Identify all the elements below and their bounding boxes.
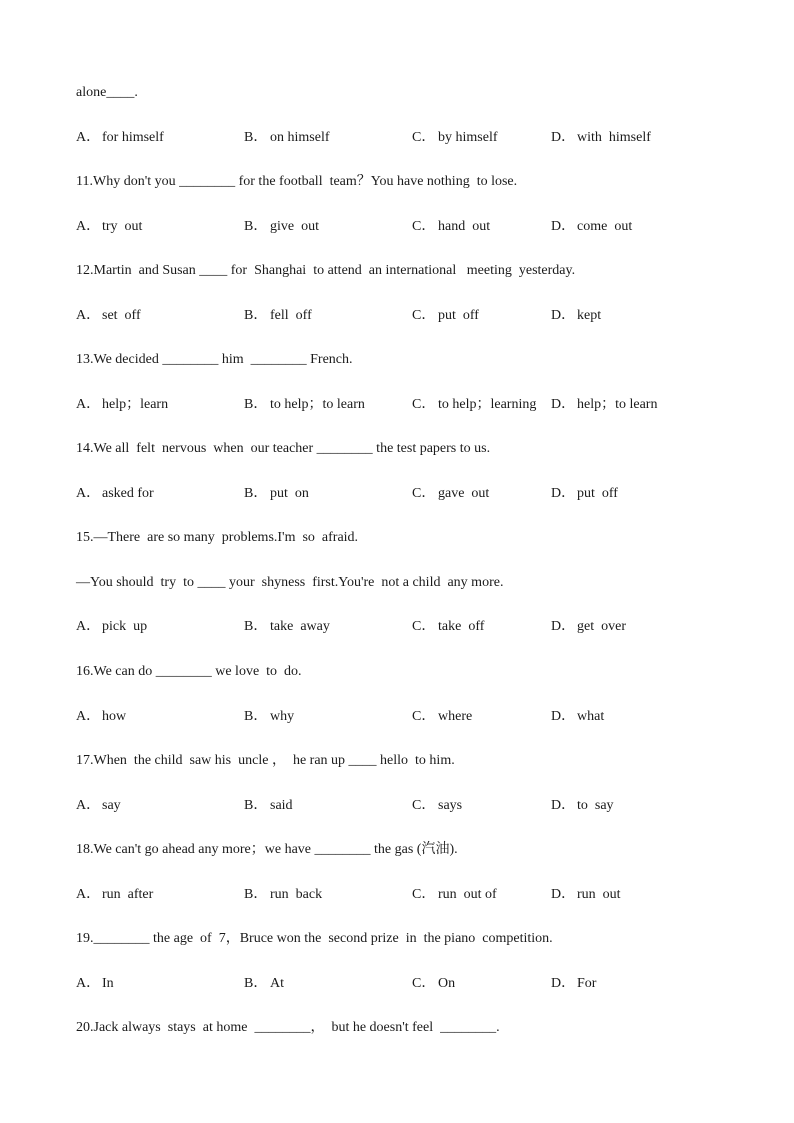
option-text: help；to learn [577, 397, 658, 412]
option-letter: D． [551, 130, 576, 145]
option-letter: A． [76, 798, 101, 813]
option-letter: D． [551, 219, 576, 234]
option-text: on himself [270, 130, 330, 145]
question-stem: 14.We all felt nervous when our teacher ________ the test papers to us. [76, 441, 491, 456]
option-text: run out [577, 887, 621, 902]
option-letter: A． [76, 619, 101, 634]
question-stem: 19.________ the age of 7，Bruce won the second prize in the piano competition. [76, 931, 553, 946]
option-letter: B． [244, 486, 268, 501]
option-d[interactable] [551, 129, 651, 147]
option-c[interactable] [412, 797, 462, 815]
option-letter: A． [76, 486, 101, 501]
option-text: for himself [102, 130, 164, 145]
option-a[interactable] [76, 797, 121, 815]
option-d[interactable] [551, 218, 632, 236]
option-letter: A． [76, 709, 101, 724]
option-b[interactable] [244, 708, 294, 726]
option-letter: A． [76, 130, 101, 145]
options-row [76, 975, 756, 993]
option-c[interactable] [412, 396, 536, 414]
question-stem: 17.When the child saw his uncle ， he ran up ____ hello to him. [76, 753, 455, 768]
option-letter: B． [244, 709, 268, 724]
option-letter: D． [551, 887, 576, 902]
option-letter: C． [412, 130, 436, 145]
option-text: help；learn [102, 397, 169, 412]
question-stem: alone____. [76, 85, 138, 100]
option-text: to help；to learn [270, 397, 365, 412]
option-letter: C． [412, 219, 436, 234]
option-text: to say [577, 798, 614, 813]
option-d[interactable] [551, 307, 601, 325]
option-a[interactable] [76, 708, 126, 726]
question-stem: 11.Why don't you ________ for the football team？You have nothing to lose. [76, 174, 518, 189]
option-text: come out [577, 219, 633, 234]
options-row [76, 396, 756, 414]
option-letter: D． [551, 619, 576, 634]
option-a[interactable] [76, 396, 168, 414]
question-stem: 20.Jack always stays at home ________， but he doesn't feel ________. [76, 1020, 500, 1035]
option-b[interactable] [244, 396, 365, 414]
option-letter: B． [244, 308, 268, 323]
option-text: says [438, 798, 463, 813]
options-row [76, 708, 756, 726]
question-stem: 15.—There are so many problems.I'm so afraid. [76, 530, 359, 545]
option-d[interactable] [551, 396, 657, 414]
option-text: said [270, 798, 293, 813]
option-text: fell off [270, 308, 312, 323]
option-letter: A． [76, 219, 101, 234]
option-a[interactable] [76, 129, 164, 147]
option-d[interactable] [551, 485, 618, 503]
option-c[interactable] [412, 618, 484, 636]
option-a[interactable] [76, 307, 141, 325]
option-letter: C． [412, 709, 436, 724]
options-row [76, 307, 756, 325]
option-letter: B． [244, 976, 268, 991]
option-text: say [102, 798, 121, 813]
option-d[interactable] [551, 975, 596, 993]
option-letter: D． [551, 308, 576, 323]
option-letter: A． [76, 397, 101, 412]
options-row [76, 618, 756, 636]
option-c[interactable] [412, 886, 497, 904]
option-text: try out [102, 219, 143, 234]
option-a[interactable] [76, 218, 142, 236]
option-c[interactable] [412, 975, 455, 993]
option-letter: D． [551, 798, 576, 813]
option-letter: A． [76, 976, 101, 991]
option-text: pick up [102, 619, 148, 634]
option-letter: C． [412, 619, 436, 634]
option-text: At [270, 976, 284, 991]
option-letter: C． [412, 397, 436, 412]
options-row [76, 485, 756, 503]
option-b[interactable] [244, 886, 322, 904]
option-text: to help；learning [438, 397, 537, 412]
option-a[interactable] [76, 886, 153, 904]
option-text: For [577, 976, 597, 991]
option-text: give out [270, 219, 319, 234]
option-d[interactable] [551, 618, 626, 636]
option-b[interactable] [244, 797, 293, 815]
option-text: with himself [577, 130, 651, 145]
option-text: run out of [438, 887, 497, 902]
option-letter: C． [412, 976, 436, 991]
option-b[interactable] [244, 218, 319, 236]
option-c[interactable] [412, 307, 479, 325]
option-text: by himself [438, 130, 498, 145]
question-stem: —You should try to ____ your shyness first.You're not a child any more. [76, 575, 504, 590]
option-text: get over [577, 619, 626, 634]
option-text: what [577, 709, 605, 724]
option-text: asked for [102, 486, 154, 501]
option-letter: A． [76, 308, 101, 323]
option-letter: B． [244, 397, 268, 412]
option-letter: C． [412, 308, 436, 323]
option-text: On [438, 976, 456, 991]
option-text: take off [438, 619, 485, 634]
option-b[interactable] [244, 307, 312, 325]
option-a[interactable] [76, 975, 114, 993]
option-letter: D． [551, 976, 576, 991]
options-row [76, 129, 756, 147]
option-text: run back [270, 887, 323, 902]
option-text: put off [577, 486, 618, 501]
option-a[interactable] [76, 485, 154, 503]
option-c[interactable] [412, 708, 472, 726]
option-text: set off [102, 308, 141, 323]
option-c[interactable] [412, 129, 498, 147]
option-letter: B． [244, 219, 268, 234]
option-d[interactable] [551, 797, 614, 815]
option-text: where [438, 709, 473, 724]
option-text: run after [102, 887, 154, 902]
option-text: In [102, 976, 114, 991]
option-text: put on [270, 486, 309, 501]
option-b[interactable] [244, 485, 309, 503]
option-text: hand out [438, 219, 491, 234]
question-stem: 16.We can do ________ we love to do. [76, 664, 302, 679]
option-text: take away [270, 619, 330, 634]
question-stem: 13.We decided ________ him ________ French. [76, 352, 353, 367]
option-b[interactable] [244, 975, 284, 993]
option-letter: C． [412, 486, 436, 501]
option-text: gave out [438, 486, 490, 501]
option-text: put off [438, 308, 479, 323]
option-letter: A． [76, 887, 101, 902]
question-stem: 12.Martin and Susan ____ for Shanghai to attend an international meeting yesterday. [76, 263, 576, 278]
option-letter: D． [551, 486, 576, 501]
option-text: kept [577, 308, 602, 323]
question-stem: 18.We can't go ahead any more；we have ________ the gas (汽油). [76, 842, 458, 857]
option-letter: D． [551, 397, 576, 412]
options-row [76, 886, 756, 904]
option-a[interactable] [76, 618, 147, 636]
option-letter: D． [551, 709, 576, 724]
option-c[interactable] [412, 485, 489, 503]
option-d[interactable] [551, 708, 604, 726]
option-letter: B． [244, 887, 268, 902]
options-row [76, 797, 756, 815]
option-b[interactable] [244, 129, 330, 147]
option-letter: B． [244, 798, 268, 813]
option-letter: C． [412, 798, 436, 813]
option-text: how [102, 709, 127, 724]
option-text: why [270, 709, 295, 724]
option-letter: B． [244, 130, 268, 145]
option-letter: C． [412, 887, 436, 902]
option-letter: B． [244, 619, 268, 634]
option-d[interactable] [551, 886, 621, 904]
option-b[interactable] [244, 618, 330, 636]
option-c[interactable] [412, 218, 490, 236]
options-row [76, 218, 756, 236]
